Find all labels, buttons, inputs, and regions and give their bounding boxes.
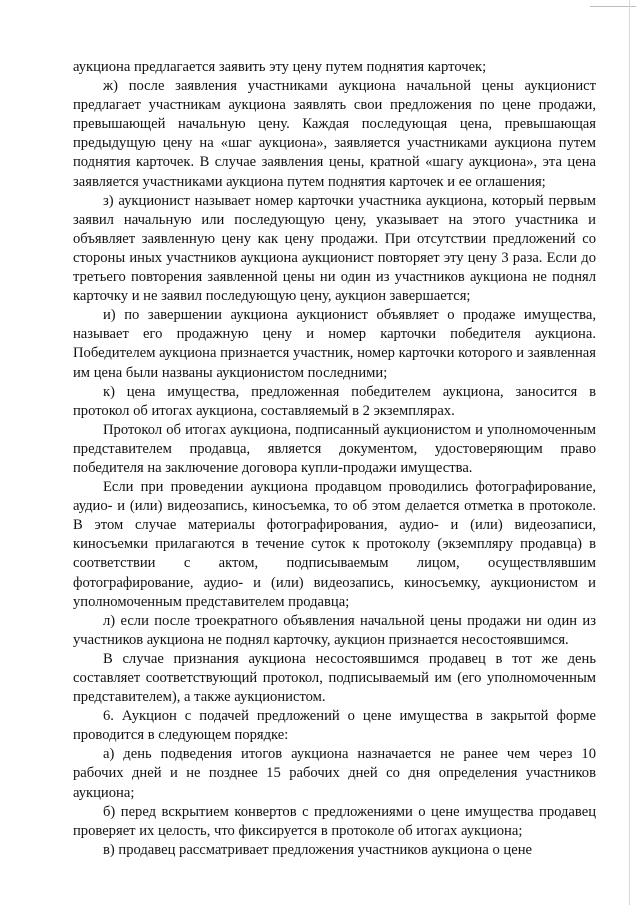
scan-edge [629,0,630,905]
paragraph: ж) после заявления участниками аукциона начальной цены аукционист предлагает участникам аукциона заявлять свои предложения по цене продажи, превышающей начальную цену. Каждая последующая цена, превышающая предыдущую цену на «шаг аукциона», заявляется участниками аукциона путем поднятия карточек. В случае заявления цены, кратной «шагу аукциона», эта цена заявляется участниками аукциона путем поднятия карточек и ее оглашения; [73,78,596,190]
document-body [73,58,596,860]
paragraph: а) день подведения итогов аукциона назначается не ранее чем через 10 рабочих дней и не позднее 15 рабочих дней со дня определения участников аукциона; [73,746,596,801]
paragraph: аукциона предлагается заявить эту цену путем поднятия карточек; [73,59,487,75]
paragraph: 6. Аукцион с подачей предложений о цене имущества в закрытой форме проводится в следующем порядке: [73,708,596,744]
paragraph: В случае признания аукциона несостоявшимся продавец в тот же день составляет соответствующий протокол, подписываемый им (его уполномоченным представителем), а также аукционистом. [73,650,596,706]
paragraph: Протокол об итогах аукциона, подписанный аукционистом и уполномоченным представителем продавца, является документом, удостоверяющим право победителя на заключение договора купли-продажи имущества. [73,421,596,476]
paragraph: к) цена имущества, предложенная победителем аукциона, заносится в протокол об итогах аукциона, составляемый в 2 экземплярах. [73,383,596,419]
paragraph: б) перед вскрытием конвертов с предложениями о цене имущества продавец проверяет их целость, что фиксируется в протоколе об итогах аукциона; [73,803,596,839]
paragraph: в) продавец рассматривает предложения участников аукциона о цене [103,841,532,858]
paragraph: л) если после троекратного объявления начальной цены продажи ни один из участников аукциона не поднял карточку, аукцион признается несостоявшимся. [73,612,596,648]
paragraph: и) по завершении аукциона аукционист объявляет о продаже имущества, называет его продажную цену и номер карточки победителя аукциона. Победителем аукциона признается участник, номер карточки которого и заявленная им цена были названы аукционистом последними; [73,307,596,381]
paragraph: з) аукционист называет номер карточки участника аукциона, который первым заявил начальную или последующую цену, указывает на этого участника и объявляет заявленную цену как цену продажи. При отсутствии предложений со стороны иных участников аукциона аукционист повторяет эту цену 3 раза. Если до третьего повторения заявленной цены ни один из участников аукциона не поднял карточку и не заявил последующую цену, аукцион завершается; [73,192,596,305]
paragraph: Если при проведении аукциона продавцом проводились фотографирование, аудио- и (или) видеозапись, киносъемка, то об этом делается отметка в протоколе. В этом случае материалы фотографирования, аудио- и (или) видеозаписи, киносъемки прилагаются в течение суток к протоколу (экземпляру продавца) в соответствии с актом, подписываемым лицом, осуществлявшим фотографирование, аудио- и (или) видеозапись, киносъемку, аукционистом и уполномоченным представителем продавца; [73,479,596,610]
